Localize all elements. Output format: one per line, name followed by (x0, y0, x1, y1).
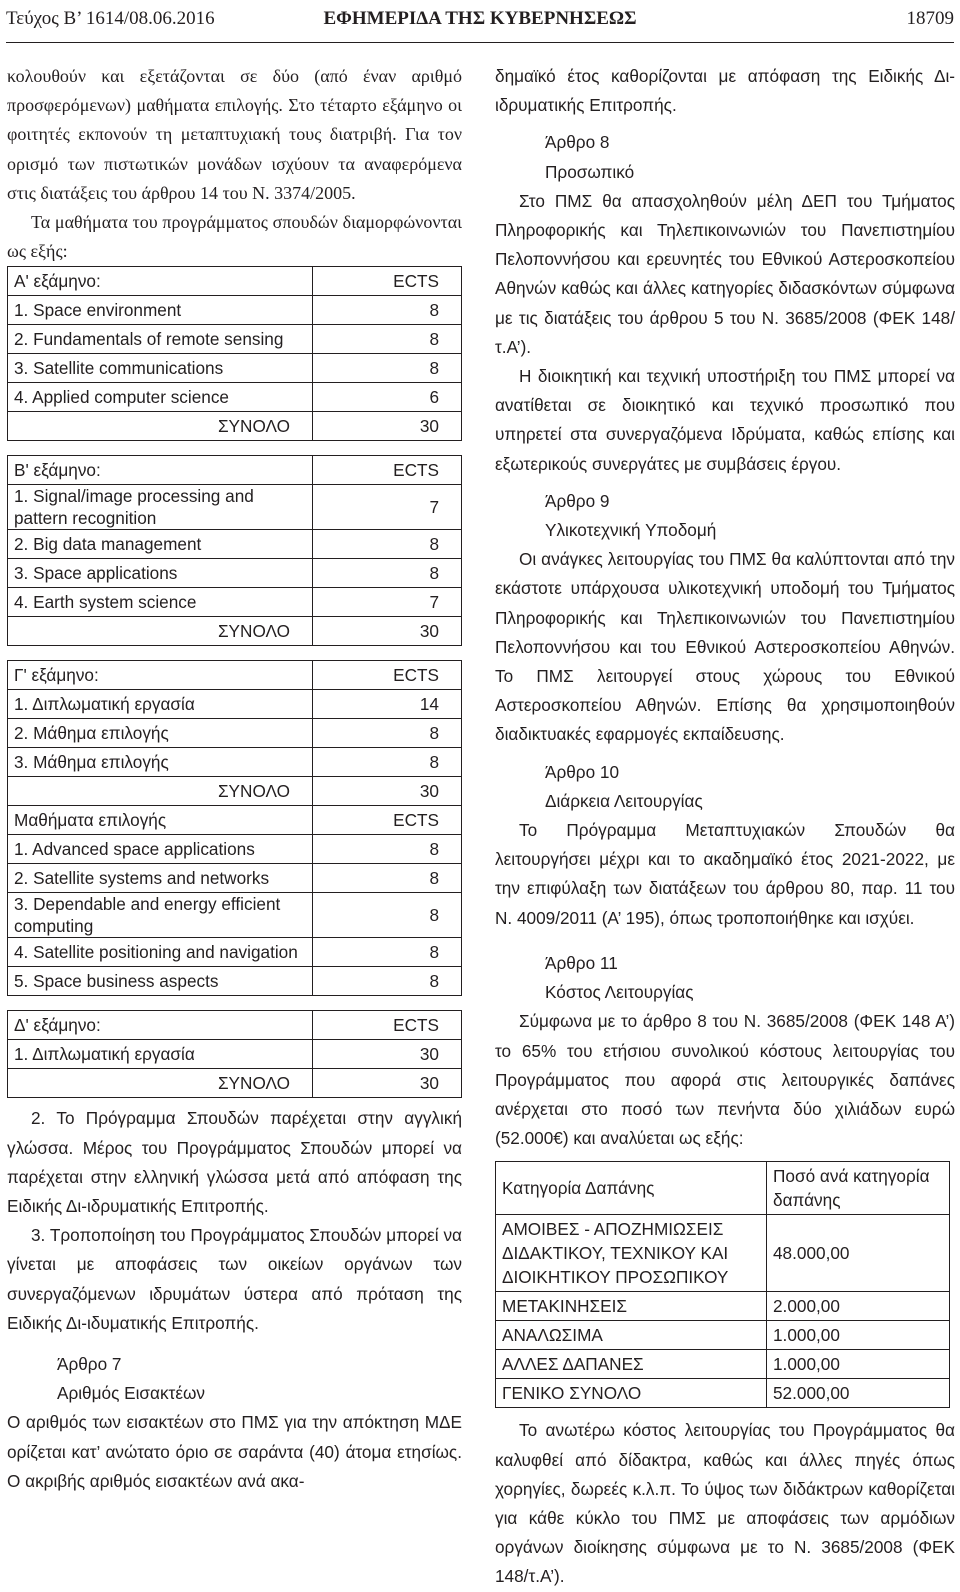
course-name: 2. Fundamentals of remote sensing (8, 325, 313, 354)
table-row (496, 1350, 950, 1379)
course-name: 2. Satellite systems and networks (8, 864, 313, 893)
total-label: ΣΥΝΟΛΟ (8, 777, 313, 806)
ects-header: ECTS (313, 267, 462, 296)
cost-amount: 48.000,00 (767, 1215, 950, 1292)
semester-header-row (8, 661, 462, 690)
table-row (8, 530, 462, 559)
closing-paragraph: Το ανωτέρω κόστος λειτουργίας του Προγράμματος θα καλυφθεί από δίδακτρα, καθώς και άλλες πηγές όπως χορηγίες, δωρεές κ.λ.π. Το ύψος των διδάκτρων καθορίζεται για κάθε κύκλο του ΠΜΣ με αποφάσεις των αρμόδιων οργάνων διοίκησης σύμφωνα με το Ν. 3685/2008 (ΦΕΚ 148/τ.Α’). (495, 1420, 955, 1587)
course-ects: 8 (313, 559, 462, 588)
course-name: 3. Μάθημα επιλογής (8, 748, 313, 777)
total-value: 30 (313, 412, 462, 441)
cost-category: ΜΕΤΑΚΙΝΗΣΕΙΣ (496, 1292, 767, 1321)
course-name: 3. Dependable and energy efficient computing (8, 893, 313, 938)
course-ects: 14 (313, 690, 462, 719)
course-ects: 7 (313, 588, 462, 617)
course-ects: 8 (313, 893, 462, 938)
article-8-paragraph-2: Η διοικητική και τεχνική υποστήριξη του ΠΜΣ μπορεί να ανατίθεται σε διοικητικό και τεχνικό προσωπικό που υπηρετεί στα συνεργαζόμενα Ιδρύματα, καθώς επίσης και εξωτερικούς συνεργάτες με συμβάσεις έργου. (495, 366, 955, 474)
table-row (496, 1215, 950, 1292)
course-name: 4. Satellite positioning and navigation (8, 938, 313, 967)
header-rule (6, 42, 954, 43)
table-row (8, 748, 462, 777)
semester-title: Γ' εξάμηνο: (8, 661, 313, 690)
article-11-text: Σύμφωνα με το άρθρο 8 του Ν. 3685/2008 (ΦΕΚ 148 Α’) το 65% του ετήσιου συνολικού κόστους λειτουργίας του Προγράμματος που αφορά στις λειτουργικές δαπάνες ανέρχεται στο ποσό των πενήντα δύο χιλιάδων ευρώ (52.000€) και αναλύεται ως εξής: (495, 1011, 955, 1149)
article-8-title: Προσωπικό (545, 161, 635, 182)
total-row (8, 412, 462, 441)
table-row (8, 719, 462, 748)
intro-paragraph: κολουθούν και εξετάζονται σε δύο (από έναν αριθμό προσφερόμενων) μαθήματα επιλογής. Στο τέταρτο εξάμηνο οι φοιτητές εκπονούν τη μεταπτυχιακή τους διατριβή. Για τον ορισμό των πιστωτικών μονάδων ισχύουν τα αναφερόμενα στις διατάξεις του άρθρου 14 του Ν. 3374/2005. (7, 66, 462, 203)
cost-amount: 1.000,00 (767, 1350, 950, 1379)
cost-amount: 2.000,00 (767, 1292, 950, 1321)
article-8-number: Άρθρο 8 (545, 132, 610, 153)
table-row (8, 690, 462, 719)
course-ects: 8 (313, 967, 462, 996)
course-name: 1. Advanced space applications (8, 835, 313, 864)
semester-header-row (8, 456, 462, 485)
table-row (8, 938, 462, 967)
course-name: 2. Μάθημα επιλογής (8, 719, 313, 748)
semester-header-row (8, 267, 462, 296)
right-column (495, 62, 955, 1592)
total-value: 30 (313, 777, 462, 806)
table-row (8, 835, 462, 864)
gazette-title: ΕΦΗΜΕΡΙΔΑ ΤΗΣ ΚΥΒΕΡΝΗΣΕΩΣ (323, 8, 637, 29)
page-header (6, 4, 954, 36)
table-row (8, 383, 462, 412)
cost-category: ΑΜΟΙΒΕΣ - ΑΠΟΖΗΜΙΩΣΕΙΣ ΔΙΔΑΚΤΙΚΟΥ, ΤΕΧΝΙΚΟΥ ΚΑΙ ΔΙΟΙΚΗΤΙΚΟΥ ΠΡΟΣΩΠΙΚΟΥ (496, 1215, 767, 1292)
course-name: 1. Διπλωματική εργασία (8, 690, 313, 719)
cost-table-header (496, 1162, 950, 1215)
course-ects: 30 (313, 1040, 462, 1069)
article-11-number: Άρθρο 11 (545, 952, 618, 973)
course-ects: 8 (313, 719, 462, 748)
article-7-title: Αριθμός Εισακτέων (57, 1383, 206, 1404)
issue-number: Τεύχος Β’ 1614/08.06.2016 (6, 8, 215, 29)
semester-d-table (7, 1010, 462, 1098)
semester-title: Β' εξάμηνο: (8, 456, 313, 485)
table-row (8, 864, 462, 893)
table-row (496, 1292, 950, 1321)
total-label: ΣΥΝΟΛΟ (8, 412, 313, 441)
cost-category: ΑΛΛΕΣ ΔΑΠΑΝΕΣ (496, 1350, 767, 1379)
electives-header-row (8, 806, 462, 835)
course-name: 1. Signal/image processing and pattern recognition (8, 485, 313, 530)
total-value: 30 (313, 1069, 462, 1098)
courses-intro: Τα μαθήματα του προγράμματος σπουδών διαμορφώνονται ως εξής: (7, 212, 462, 262)
course-ects: 8 (313, 938, 462, 967)
cost-amount: 52.000,00 (767, 1379, 950, 1408)
course-ects: 8 (313, 325, 462, 354)
table-row (496, 1379, 950, 1408)
table-row (8, 354, 462, 383)
ects-header: ECTS (313, 1011, 462, 1040)
course-name: 1. Διπλωματική εργασία (8, 1040, 313, 1069)
course-name: 5. Space business aspects (8, 967, 313, 996)
table-row (496, 1321, 950, 1350)
electives-title: Μαθήματα επιλογής (8, 806, 313, 835)
table-row (8, 485, 462, 530)
page-number: 18709 (906, 8, 954, 29)
course-name: 3. Satellite communications (8, 354, 313, 383)
cost-category-header: Κατηγορία Δαπάνης (496, 1162, 767, 1215)
table-row (8, 296, 462, 325)
cost-table (495, 1161, 950, 1408)
cost-category: ΓΕΝΙΚΟ ΣΥΝΟΛΟ (496, 1379, 767, 1408)
cost-category: ΑΝΑΛΩΣΙΜΑ (496, 1321, 767, 1350)
course-ects: 8 (313, 354, 462, 383)
article-10-title: Διάρκεια Λειτουργίας (545, 790, 703, 811)
semester-a-table (7, 266, 462, 441)
semester-b-table (7, 455, 462, 646)
table-row (8, 325, 462, 354)
course-name: 2. Big data management (8, 530, 313, 559)
article-11-title: Κόστος Λειτουργίας (545, 982, 694, 1003)
semester-title: Δ' εξάμηνο: (8, 1011, 313, 1040)
course-name: 1. Space environment (8, 296, 313, 325)
table-row (8, 893, 462, 938)
left-column (7, 62, 462, 1496)
article-8-paragraph-1: Στο ΠΜΣ θα απασχοληθούν μέλη ΔΕΠ του Τμήματος Πληροφορικής και Τηλεπικοινωνιών του Πανεπιστημίου Πελοποννήσου και ερευνητές του Εθνικού Αστεροσκοπείου Αθηνών καθώς και άλλες κατηγορίες διδασκόντων σύμφωνα με τις διατάξεις του άρθρου 5 του Ν. 3685/2008 (ΦΕΚ 148/τ.Α’). (495, 190, 955, 357)
course-ects: 8 (313, 864, 462, 893)
total-value: 30 (313, 617, 462, 646)
course-name: 4. Earth system science (8, 588, 313, 617)
course-ects: 7 (313, 485, 462, 530)
table-row (8, 588, 462, 617)
total-row (8, 777, 462, 806)
semester-header-row (8, 1011, 462, 1040)
ects-header: ECTS (313, 456, 462, 485)
article-10-text: Το Πρόγραμμα Μεταπτυχιακών Σπουδών θα λειτουργήσει μέχρι και το ακαδημαϊκό έτος 2021-2022, με την επιφύλαξη των διατάξεων του άρθρου 80, παρ. 11 του Ν. 4009/2011 (Α’ 195), όπως τροποποιήθηκε και ισχύει. (495, 820, 955, 928)
ects-header: ECTS (313, 806, 462, 835)
table-row (8, 1040, 462, 1069)
article-7-number: Άρθρο 7 (57, 1354, 122, 1375)
total-row (8, 617, 462, 646)
cost-amount-header: Ποσό ανά κατηγορία δαπάνης (767, 1162, 950, 1215)
course-name: 3. Space applications (8, 559, 313, 588)
total-row (8, 1069, 462, 1098)
cost-amount: 1.000,00 (767, 1321, 950, 1350)
article-9-title: Υλικοτεχνική Υποδομή (545, 520, 717, 541)
table-row (8, 559, 462, 588)
course-ects: 8 (313, 748, 462, 777)
course-ects: 6 (313, 383, 462, 412)
table-row (8, 967, 462, 996)
semester-title: Α' εξάμηνο: (8, 267, 313, 296)
paragraph-2: 2. Το Πρόγραμμα Σπουδών παρέχεται στην αγγλική γλώσσα. Μέρος του Προγράμματος Σπουδών μπορεί να παρέχεται στην ελληνική γλώσσα μετά από απόφαση της Ειδικής Δι-ιδρυματικής Επιτροπής. (7, 1108, 462, 1217)
article-9-text: Οι ανάγκες λειτουργίας του ΠΜΣ θα καλύπτονται από την εκάστοτε υπάρχουσα υλικοτεχνική υποδομή του Τμήματος Πληροφορικής και Τηλεπικοινωνιών του Πανεπιστημίου Πελοποννήσου και του Εθνικού Αστεροσκοπείου Αθηνών. Το ΠΜΣ λειτουργεί στους χώρους του Εθνικού Αστεροσκοπείου Αθηνών. Επίσης θα χρησιμοποιηθούν διαδικτυακές εφαρμογές εκπαίδευσης. (495, 549, 955, 745)
total-label: ΣΥΝΟΛΟ (8, 1069, 313, 1098)
article-10-number: Άρθρο 10 (545, 761, 620, 782)
ects-header: ECTS (313, 661, 462, 690)
paragraph-3: 3. Τροποποίηση του Προγράμματος Σπουδών μπορεί να γίνεται με αποφάσεις των οικείων οργάνων των συνεργαζόμενων ιδρυμάτων ύστερα από πρόταση της Ειδικής Δι-ιδυματικής Επιτροπής. (7, 1225, 462, 1333)
course-ects: 8 (313, 530, 462, 559)
total-label: ΣΥΝΟΛΟ (8, 617, 313, 646)
article-9-number: Άρθρο 9 (545, 490, 610, 511)
course-name: 4. Applied computer science (8, 383, 313, 412)
course-ects: 8 (313, 296, 462, 325)
article-7-text: Ο αριθμός των εισακτέων στο ΠΜΣ για την απόκτηση ΜΔΕ ορίζεται κατ’ ανώτατο όριο σε σαράντα (40) άτομα ετησίως. Ο ακριβής αριθμός εισακτέων ανά ακα- (7, 1412, 462, 1491)
continuation-text: δημαϊκό έτος καθορίζονται με απόφαση της Ειδικής Δι-ιδρυματικής Επιτροπής. (495, 66, 955, 116)
semester-c-table (7, 660, 462, 996)
course-ects: 8 (313, 835, 462, 864)
